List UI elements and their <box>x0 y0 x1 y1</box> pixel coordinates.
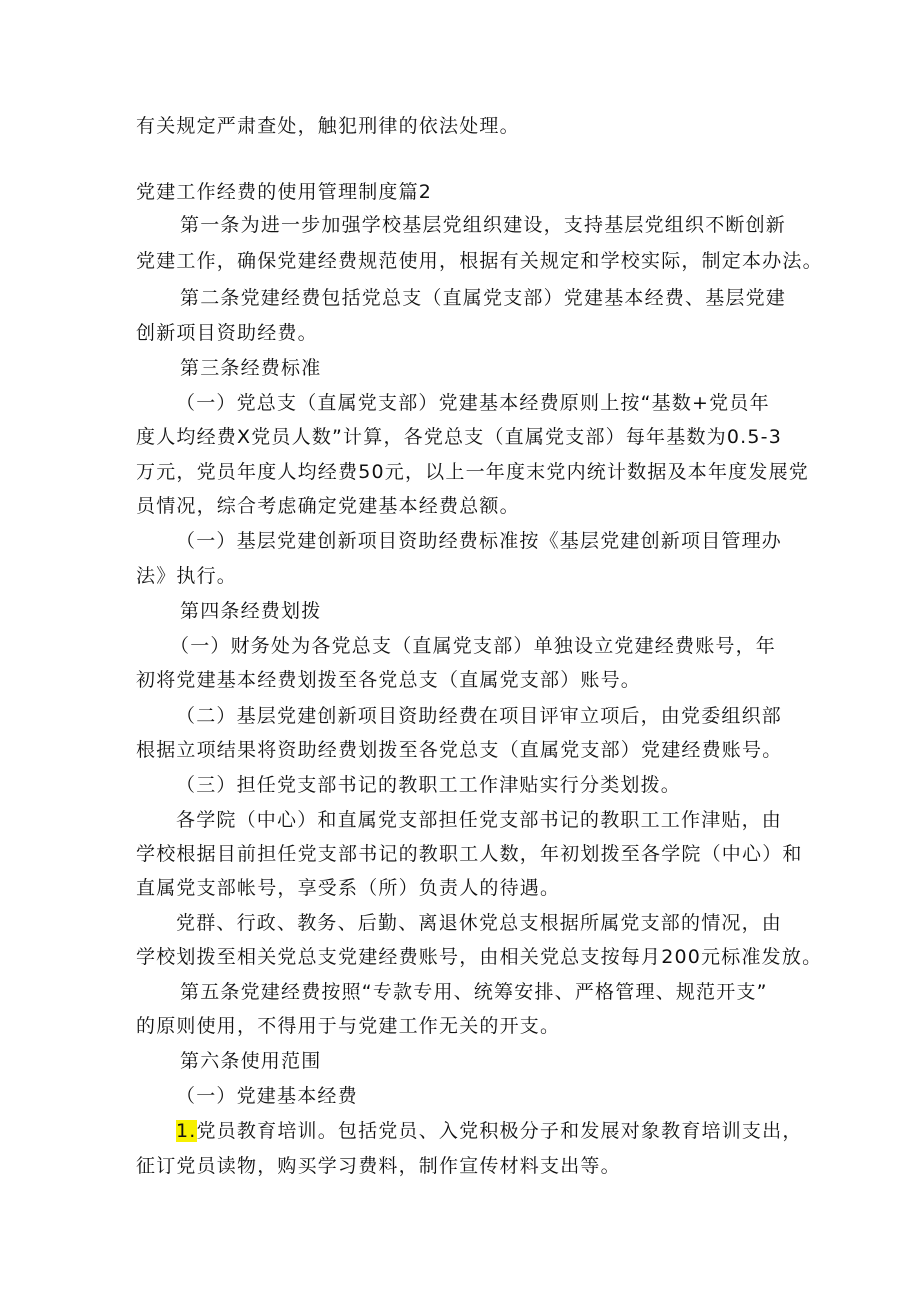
paragraph-line: （一）党建基本经费 <box>176 1085 358 1107</box>
paragraph-line: 学校根据目前担任党支部书记的教职工人数，年初划拨至各学院（中心）和 <box>136 843 803 865</box>
paragraph-line: 各学院（中心）和直属党支部担任党支部书记的教职工工作津贴，由 <box>176 809 783 831</box>
paragraph-line: 党建工作，确保党建经费规范使用，根据有关规定和学校实际，制定本办法。 <box>136 250 823 272</box>
paragraph-line: 有关规定严肃查处，触犯刑律的依法处理。 <box>136 115 520 137</box>
highlighted-list-marker: 1. <box>176 1120 197 1142</box>
paragraph-line: 法》执行。 <box>136 565 238 587</box>
paragraph-line: 第六条使用范围 <box>180 1050 322 1072</box>
paragraph-line: （二）基层党建创新项目资助经费在项目评审立项后，由党委组织部 <box>176 705 783 727</box>
paragraph-line: 党群、行政、教务、后勤、离退休党总支根据所属党支部的情况，由 <box>176 912 783 934</box>
paragraph-line: 万元，党员年度人均经费50元，以上一年度末党内统计数据及本年度发展党 <box>136 461 809 483</box>
paragraph-line: （一）财务处为各党总支（直属党支部）单独设立党建经费账号，年 <box>170 635 777 657</box>
paragraph-line: 根据立项结果将资助经费划拨至各党总支（直属党支部）党建经费账号。 <box>136 739 783 761</box>
paragraph-line: 学校划拨至相关党总支党建经费账号，由相关党总支按每月200元标准发放。 <box>136 946 823 968</box>
paragraph-line: 第二条党建经费包括党总支（直属党支部）党建基本经费、基层党建 <box>180 287 787 309</box>
paragraph-line: 第五条党建经费按照“专款专用、统筹安排、严格管理、规范开支” <box>180 981 768 1003</box>
paragraph-line: 第一条为进一步加强学校基层党组织建设，支持基层党组织不断创新 <box>180 214 787 236</box>
paragraph-line: 第四条经费划拨 <box>180 600 322 622</box>
paragraph-line: （一）党总支（直属党支部）党建基本经费原则上按“基数+党员年 <box>176 392 770 414</box>
list-item-text: 党员教育培训。包括党员、入党积极分子和发展对象教育培训支出， <box>196 1120 803 1142</box>
paragraph-line: （三）担任党支部书记的教职工工作津贴实行分类划拨。 <box>176 774 682 796</box>
paragraph-line: 第三条经费标准 <box>180 357 322 379</box>
paragraph-line: 征订党员读物，购买学习费料，制作宣传材料支出等。 <box>136 1155 621 1177</box>
section-heading: 党建工作经费的使用管理制度篇2 <box>136 181 433 203</box>
paragraph-line: 员情况，综合考虑确定党建基本经费总额。 <box>136 495 520 517</box>
paragraph-line: 初将党建基本经费划拨至各党总支（直属党支部）账号。 <box>136 669 642 691</box>
paragraph-line: 度人均经费X党员人数”计算，各党总支（直属党支部）每年基数为0.5-3 <box>136 426 783 448</box>
list-item <box>176 1117 803 1145</box>
paragraph-line: 直属党支部帐号，享受系（所）负责人的待遇。 <box>136 877 561 899</box>
paragraph-line: （一）基层党建创新项目资助经费标准按《基层党建创新项目管理办 <box>176 530 783 552</box>
paragraph-line: 创新项目资助经费。 <box>136 322 318 344</box>
paragraph-line: 的原则使用，不得用于与党建工作无关的开支。 <box>136 1015 561 1037</box>
